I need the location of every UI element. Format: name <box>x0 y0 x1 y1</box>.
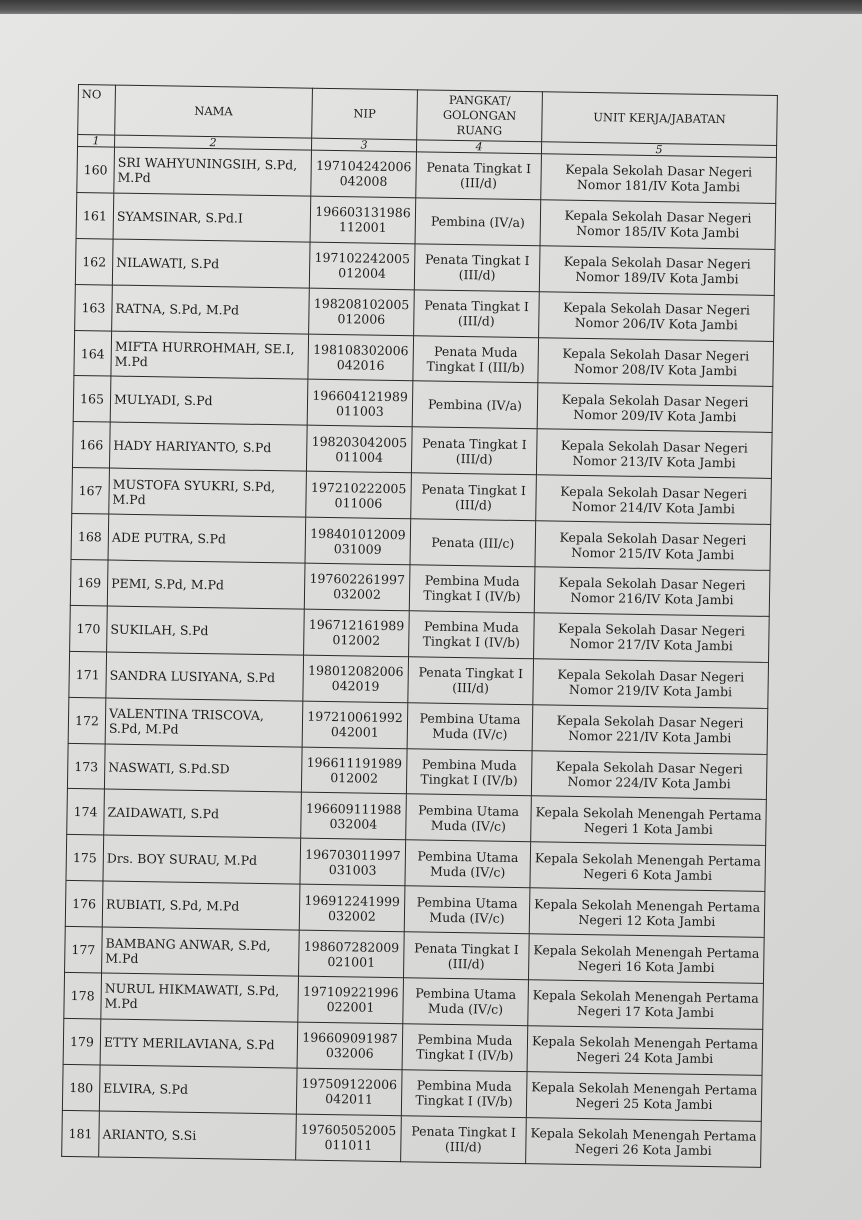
row-pangkat: Pembina Muda Tingkat I (IV/b) <box>402 1024 528 1072</box>
row-pangkat: Pembina (IV/a) <box>415 198 541 246</box>
row-pangkat: Pembina Muda Tingkat I (IV/b) <box>409 565 535 613</box>
row-unit: Kepala Sekolah Menengah Pertama Negeri 16 Kota Jambi <box>528 934 764 984</box>
row-no: 170 <box>70 605 108 651</box>
row-no: 160 <box>77 147 115 193</box>
row-unit: Kepala Sekolah Dasar Negeri Nomor 221/IV Kota Jambi <box>532 704 768 754</box>
row-nama: RATNA, S.Pd, M.Pd <box>112 285 310 334</box>
row-unit: Kepala Sekolah Menengah Pertama Negeri 24 Kota Jambi <box>527 1026 763 1076</box>
row-pangkat: Pembina Utama Muda (IV/c) <box>404 886 530 934</box>
row-no: 178 <box>64 972 102 1018</box>
row-unit: Kepala Sekolah Dasar Negeri Nomor 206/IV Kota Jambi <box>539 291 775 341</box>
row-nip: 197104242006 042008 <box>311 150 417 198</box>
row-no: 181 <box>62 1110 100 1156</box>
row-pangkat: Penata (III/c) <box>410 519 536 567</box>
row-no: 164 <box>74 330 112 376</box>
row-no: 166 <box>72 422 110 468</box>
row-unit: Kepala Sekolah Menengah Pertama Negeri 1 Kota Jambi <box>531 796 767 846</box>
row-nama: ETTY MERILAVIANA, S.Pd <box>100 1019 298 1068</box>
row-no: 168 <box>71 514 109 560</box>
header-nama: NAMA <box>115 85 313 138</box>
header-nip: NIP <box>312 88 418 140</box>
column-number: 3 <box>311 138 416 152</box>
row-no: 174 <box>67 789 105 835</box>
row-unit: Kepala Sekolah Dasar Negeri Nomor 217/IV Kota Jambi <box>534 613 770 663</box>
paper-sheet <box>0 14 862 1220</box>
row-nama: SRI WAHYUNINGSIH, S.Pd, M.Pd <box>114 147 312 196</box>
row-pangkat: Penata Muda Tingkat I (III/b) <box>413 335 539 383</box>
column-number: 2 <box>115 135 312 150</box>
row-no: 175 <box>66 835 104 881</box>
table-row <box>62 1110 762 1167</box>
row-nip: 196609091987 032006 <box>297 1022 403 1070</box>
column-number: 1 <box>78 135 115 148</box>
row-nama: NURUL HIKMAWATI, S.Pd, M.Pd <box>101 973 299 1022</box>
row-unit: Kepala Sekolah Menengah Pertama Negeri 26 Kota Jambi <box>526 1117 762 1167</box>
row-pangkat: Penata Tingkat I (III/d) <box>404 932 530 980</box>
row-nama: ADE PUTRA, S.Pd <box>108 514 306 563</box>
row-nip: 198012082006 042019 <box>303 655 409 703</box>
row-pangkat: Pembina Utama Muda (IV/c) <box>405 840 531 888</box>
row-unit: Kepala Sekolah Menengah Pertama Negeri 17 Kota Jambi <box>528 980 764 1030</box>
row-unit: Kepala Sekolah Dasar Negeri Nomor 208/IV Kota Jambi <box>538 337 774 387</box>
row-nip: 197210222005 011006 <box>306 471 412 519</box>
row-pangkat: Pembina Muda Tingkat I (IV/b) <box>406 748 532 796</box>
row-nip: 197102242005 012004 <box>309 242 415 290</box>
row-no: 161 <box>76 192 114 238</box>
row-nama: MUSTOFA SYUKRI, S.Pd, M.Pd <box>109 468 307 517</box>
row-pangkat: Penata Tingkat I (III/d) <box>411 473 537 521</box>
row-pangkat: Penata Tingkat I (III/d) <box>411 427 537 475</box>
row-nama: MULYADI, S.Pd <box>110 377 308 426</box>
row-nama: HADY HARIYANTO, S.Pd <box>109 422 307 471</box>
row-nama: SANDRA LUSIYANA, S.Pd <box>106 652 304 701</box>
row-nip: 198607282009 021001 <box>299 930 405 978</box>
row-nip: 196609111988 032004 <box>301 793 407 841</box>
row-nip: 198108302006 042016 <box>308 334 414 382</box>
row-nama: Drs. BOY SURAU, M.Pd <box>103 835 301 884</box>
employee-table <box>61 84 778 1167</box>
header-pangkat: PANGKAT/ GOLONGAN RUANG <box>417 90 543 142</box>
row-nama: NILAWATI, S.Pd <box>112 239 310 288</box>
row-nip: 197109221996 022001 <box>298 976 404 1024</box>
row-unit: Kepala Sekolah Dasar Negeri Nomor 181/IV Kota Jambi <box>541 154 777 204</box>
row-pangkat: Penata Tingkat I (III/d) <box>414 244 540 292</box>
header-no: NO <box>78 85 116 136</box>
row-unit: Kepala Sekolah Dasar Negeri Nomor 189/IV Kota Jambi <box>539 246 775 296</box>
row-nama: PEMI, S.Pd, M.Pd <box>107 560 305 609</box>
row-unit: Kepala Sekolah Dasar Negeri Nomor 216/IV Kota Jambi <box>534 567 770 617</box>
header-unit: UNIT KERJA/JABATAN <box>542 92 778 146</box>
row-no: 165 <box>73 376 111 422</box>
row-unit: Kepala Sekolah Menengah Pertama Negeri 6 Kota Jambi <box>530 842 766 892</box>
row-nip: 198208102005 012006 <box>309 288 415 336</box>
row-no: 162 <box>75 238 113 284</box>
row-pangkat: Penata Tingkat I (III/d) <box>414 289 540 337</box>
row-no: 163 <box>75 284 113 330</box>
row-no: 173 <box>67 743 105 789</box>
row-nama: MIFTA HURROHMAH, SE.I, M.Pd <box>111 331 309 380</box>
row-pangkat: Pembina Muda Tingkat I (IV/b) <box>409 611 535 659</box>
row-unit: Kepala Sekolah Dasar Negeri Nomor 213/IV Kota Jambi <box>536 429 772 479</box>
row-pangkat: Pembina Utama Muda (IV/c) <box>407 702 533 750</box>
row-no: 167 <box>72 468 110 514</box>
row-nama: BAMBANG ANWAR, S.Pd, M.Pd <box>102 927 300 976</box>
row-nip: 196712161989 012002 <box>304 609 410 657</box>
row-pangkat: Pembina Utama Muda (IV/c) <box>403 978 529 1026</box>
row-unit: Kepala Sekolah Menengah Pertama Negeri 25 Kota Jambi <box>526 1071 762 1121</box>
row-unit: Kepala Sekolah Menengah Pertama Negeri 12 Kota Jambi <box>529 888 765 938</box>
row-nama: NASWATI, S.Pd.SD <box>104 744 302 793</box>
column-number: 4 <box>416 140 541 154</box>
row-nama: ELVIRA, S.Pd <box>99 1065 297 1114</box>
row-unit: Kepala Sekolah Dasar Negeri Nomor 209/IV Kota Jambi <box>537 383 773 433</box>
row-pangkat: Pembina Utama Muda (IV/c) <box>406 794 532 842</box>
row-nip: 198203042005 011004 <box>306 425 412 473</box>
row-nama: SUKILAH, S.Pd <box>107 606 305 655</box>
row-pangkat: Penata Tingkat I (III/d) <box>408 657 534 705</box>
row-pangkat: Penata Tingkat I (III/d) <box>401 1115 527 1163</box>
row-nip: 196912241999 032002 <box>299 884 405 932</box>
row-nama: VALENTINA TRISCOVA, S.Pd, M.Pd <box>105 698 303 747</box>
row-no: 169 <box>70 559 108 605</box>
row-pangkat: Pembina Muda Tingkat I (IV/b) <box>401 1070 527 1118</box>
row-no: 176 <box>65 881 103 927</box>
row-pangkat: Pembina (IV/a) <box>412 381 538 429</box>
table-body <box>62 147 777 1167</box>
row-no: 172 <box>68 697 106 743</box>
row-unit: Kepala Sekolah Dasar Negeri Nomor 185/IV Kota Jambi <box>540 200 776 250</box>
row-nip: 196604121989 011003 <box>307 380 413 428</box>
row-nip: 196703011997 031003 <box>300 838 406 886</box>
row-nama: ARIANTO, S.Si <box>99 1111 297 1160</box>
row-nama: SYAMSINAR, S.Pd.I <box>113 193 311 242</box>
row-nama: RUBIATI, S.Pd, M.Pd <box>102 881 300 930</box>
row-unit: Kepala Sekolah Dasar Negeri Nomor 214/IV Kota Jambi <box>536 475 772 525</box>
row-nip: 196611191989 012002 <box>301 747 407 795</box>
document-page <box>61 84 806 1168</box>
row-no: 177 <box>65 927 103 973</box>
row-nip: 197509122006 042011 <box>296 1068 402 1116</box>
row-nip: 198401012009 031009 <box>305 517 411 565</box>
row-no: 180 <box>62 1064 100 1110</box>
row-unit: Kepala Sekolah Dasar Negeri Nomor 219/IV Kota Jambi <box>533 659 769 709</box>
row-no: 179 <box>63 1018 101 1064</box>
row-nip: 197210061992 042001 <box>302 701 408 749</box>
row-nip: 196603131986 112001 <box>310 196 416 244</box>
row-pangkat: Penata Tingkat I (III/d) <box>416 152 542 200</box>
row-unit: Kepala Sekolah Dasar Negeri Nomor 224/IV Kota Jambi <box>531 750 767 800</box>
row-nip: 197602261997 032002 <box>304 563 410 611</box>
column-number: 5 <box>541 142 776 158</box>
row-nip: 197605052005 011011 <box>296 1114 402 1162</box>
row-nama: ZAIDAWATI, S.Pd <box>104 789 302 838</box>
row-no: 171 <box>69 651 107 697</box>
row-unit: Kepala Sekolah Dasar Negeri Nomor 215/IV Kota Jambi <box>535 521 771 571</box>
